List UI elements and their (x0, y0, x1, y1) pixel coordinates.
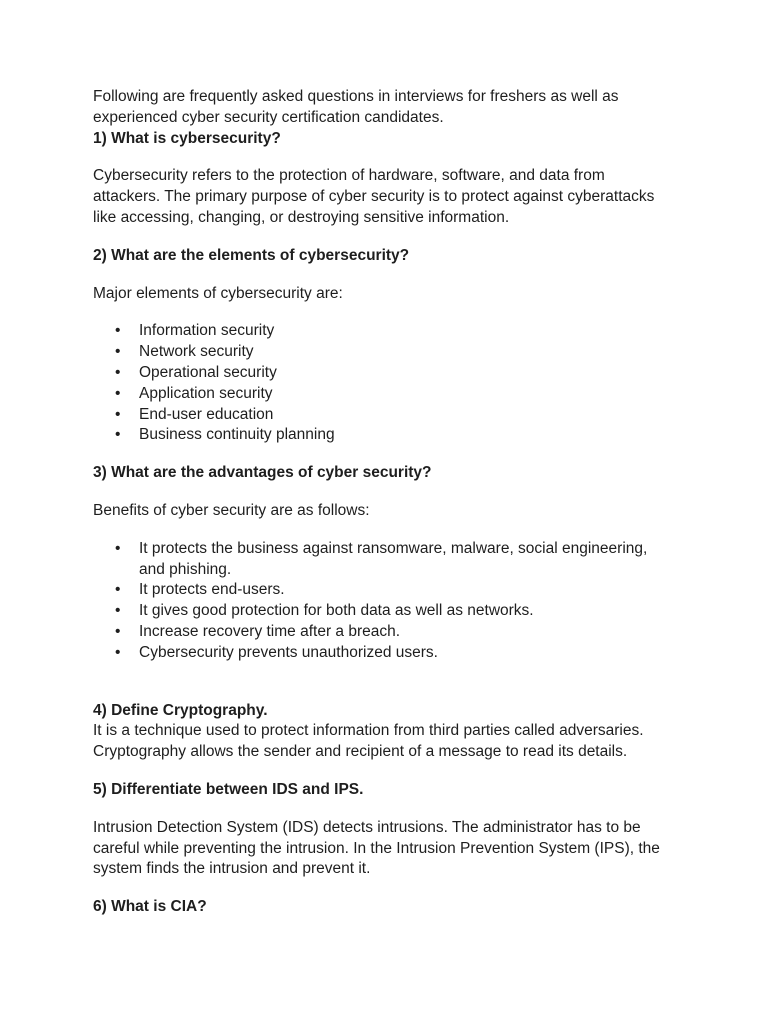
advantages-list (93, 539, 675, 664)
question-2-heading: 2) What are the elements of cybersecurity? (93, 246, 410, 264)
bullet-icon: • (115, 602, 121, 620)
question-5-heading: 5) Differentiate between IDS and IPS. (93, 780, 364, 798)
list-item: • Business continuity planning (139, 425, 675, 446)
bullet-icon: • (115, 426, 121, 444)
bullet-icon: • (115, 322, 121, 340)
bullet-icon: • (115, 363, 121, 381)
elements-list (93, 321, 675, 446)
bullet-icon: • (115, 539, 121, 557)
bullet-icon: • (115, 343, 121, 361)
bullet-icon: • (115, 643, 121, 661)
question-5-answer: Intrusion Detection System (IDS) detects intrusions. The administrator has to be careful while preventing the intrusion. In the Intrusion Prevention System (IPS), the system finds the intrusion and prevent it. (93, 818, 660, 878)
question-1-answer: Cybersecurity refers to the protection of hardware, software, and data from attackers. The primary purpose of cyber security is to protect against cyberattacks like accessing, changing, or destroying sensitive information. (93, 167, 655, 226)
list-item: • It gives good protection for both data as well as networks. (139, 601, 675, 622)
bullet-icon: • (115, 405, 121, 423)
question-3-lead: Benefits of cyber security are as follows: (93, 501, 370, 519)
bullet-icon: • (115, 581, 121, 599)
list-item: • Cybersecurity prevents unauthorized users. (139, 643, 675, 664)
question-3-heading: 3) What are the advantages of cyber security? (93, 464, 432, 482)
bullet-icon: • (115, 384, 121, 402)
list-item: • Increase recovery time after a breach. (139, 622, 675, 643)
list-item: • It protects the business against ransomware, malware, social engineering, and phishing. (115, 539, 648, 578)
bullet-icon: • (115, 622, 121, 640)
question-1-heading: 1) What is cybersecurity? (93, 129, 281, 147)
list-item: • Application security (139, 384, 675, 405)
question-2-lead: Major elements of cybersecurity are: (93, 284, 343, 302)
list-item: • Operational security (139, 363, 675, 384)
intro-paragraph: Following are frequently asked questions in interviews for freshers as well as experienced cyber security certification candidates. (93, 88, 619, 126)
list-item: • Network security (139, 342, 675, 363)
question-4-answer: It is a technique used to protect information from third parties called adversaries. Cryptography allows the sender and recipient of a message to read its details. (93, 722, 644, 761)
question-6-heading: 6) What is CIA? (93, 898, 207, 916)
list-item: • Information security (139, 321, 675, 342)
list-item: • End-user education (139, 405, 675, 426)
list-item: • It protects end-users. (139, 580, 675, 601)
question-4-heading: 4) Define Cryptography. (93, 701, 268, 719)
